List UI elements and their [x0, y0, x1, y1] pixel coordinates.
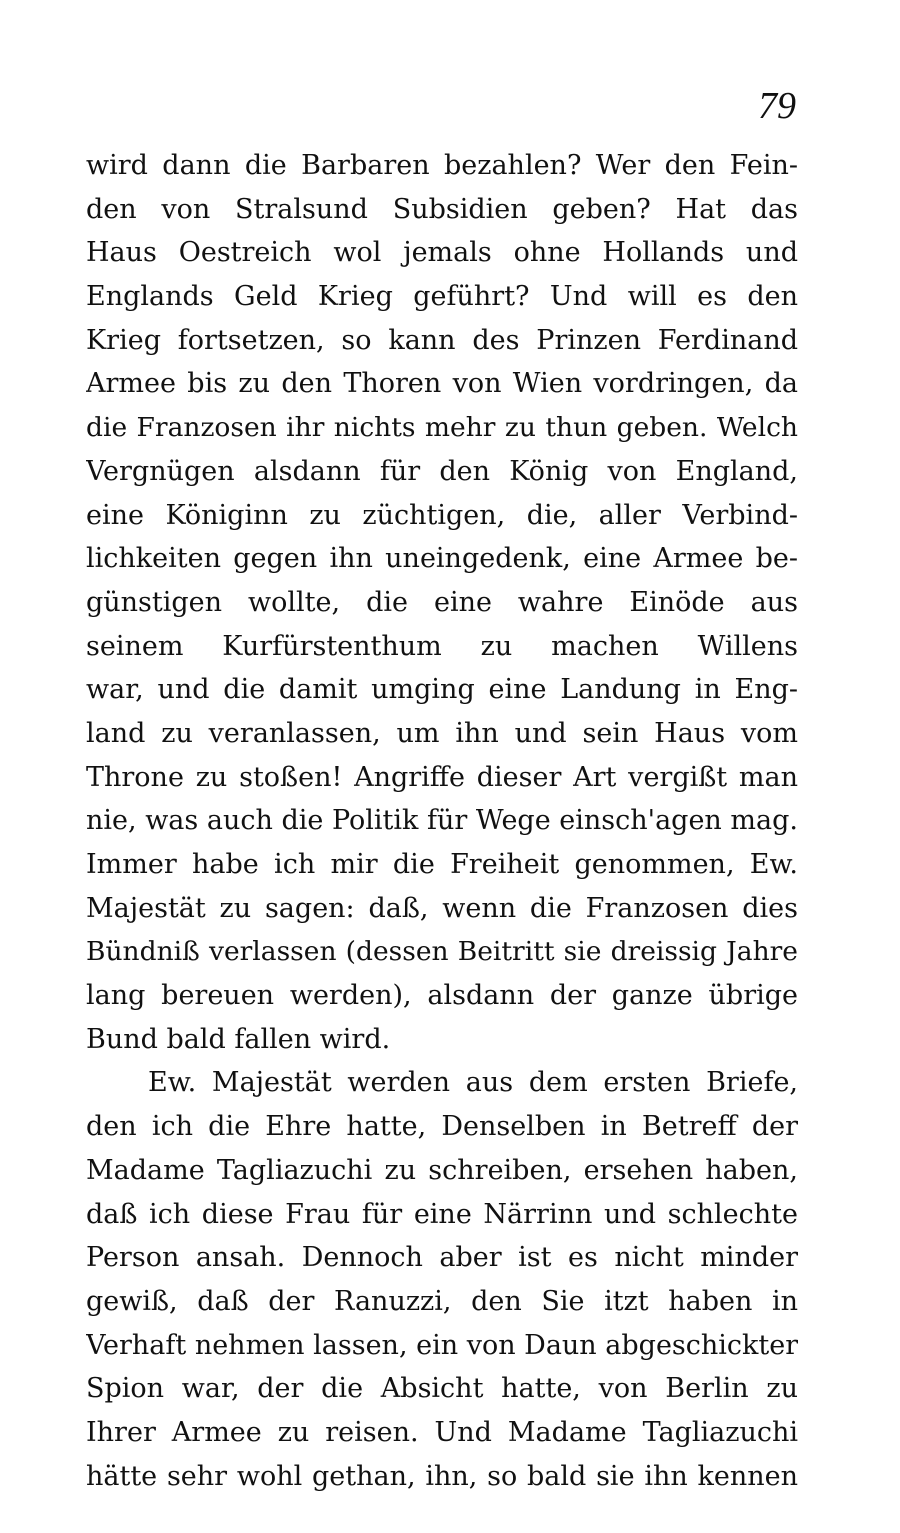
text-line: lang bereuen werden), alsdann der ganze übrige — [86, 980, 798, 1012]
text-line: war, und die damit umging eine Landung in Eng- — [86, 674, 798, 706]
text-line: Throne zu stoßen! Angriffe dieser Art vergißt man — [86, 761, 798, 793]
text-line: gewiß, daß der Ranuzzi, den Sie itzt haben in — [86, 1285, 798, 1317]
text-line: den ich die Ehre hatte, Denselben in Betreff der — [86, 1111, 798, 1143]
text-line: Verhaft nehmen lassen, ein von Daun abgeschickter — [86, 1329, 798, 1361]
text-line: daß ich diese Frau für eine Närrinn und schlechte — [86, 1198, 798, 1230]
text-line: Armee bis zu den Thoren von Wien vordringen, da — [86, 368, 798, 400]
text-line: den von Stralsund Subsidien geben? Hat das — [86, 193, 798, 225]
text-line: Person ansah. Dennoch aber ist es nicht minder — [86, 1242, 798, 1274]
paragraph-start-line: Ew. Majestät werden aus dem ersten Briefe, — [148, 1067, 798, 1099]
text-line: Vergnügen alsdann für den König von England, — [86, 455, 798, 487]
text-line: lichkeiten gegen ihn uneingedenk, eine Armee be- — [86, 543, 798, 575]
text-line: die Franzosen ihr nichts mehr zu thun geben. Welch — [86, 412, 798, 444]
text-line: nie, was auch die Politik für Wege einsch'agen mag. — [86, 805, 798, 837]
text-line: Ihrer Armee zu reisen. Und Madame Tagliazuchi — [86, 1416, 798, 1448]
text-line: seinem Kurfürstenthum zu machen Willens — [86, 630, 798, 662]
text-line: Haus Oestreich wol jemals ohne Hollands und — [86, 237, 798, 269]
text-line: Immer habe ich mir die Freiheit genommen, Ew. — [86, 849, 798, 880]
text-line: Englands Geld Krieg geführt? Und will es den — [86, 281, 798, 313]
text-line: Spion war, der die Absicht hatte, von Berlin zu — [86, 1373, 798, 1405]
text-line: Majestät zu sagen: daß, wenn die Franzosen dies — [86, 892, 798, 924]
text-line: Krieg fortsetzen, so kann des Prinzen Ferdinand — [86, 324, 798, 356]
text-line: eine Königinn zu züchtigen, die, aller Verbind- — [86, 499, 798, 531]
page-number: 79 — [758, 85, 796, 127]
text-line: wird dann die Barbaren bezahlen? Wer den Fein- — [86, 150, 798, 181]
body-text — [86, 144, 798, 1498]
text-line: Bündniß verlassen (dessen Beitritt sie dreissig Jahre — [86, 936, 798, 968]
text-line: land zu veranlassen, um ihn und sein Haus vom — [86, 717, 798, 749]
paragraph-end-line: Bund bald fallen wird. — [86, 1023, 391, 1055]
text-line: günstigen wollte, die eine wahre Einöde aus — [86, 586, 798, 618]
text-line: hätte sehr wohl gethan, ihn, so bald sie ihn kennen — [86, 1460, 798, 1492]
text-line: Madame Tagliazuchi zu schreiben, ersehen haben, — [86, 1154, 798, 1186]
